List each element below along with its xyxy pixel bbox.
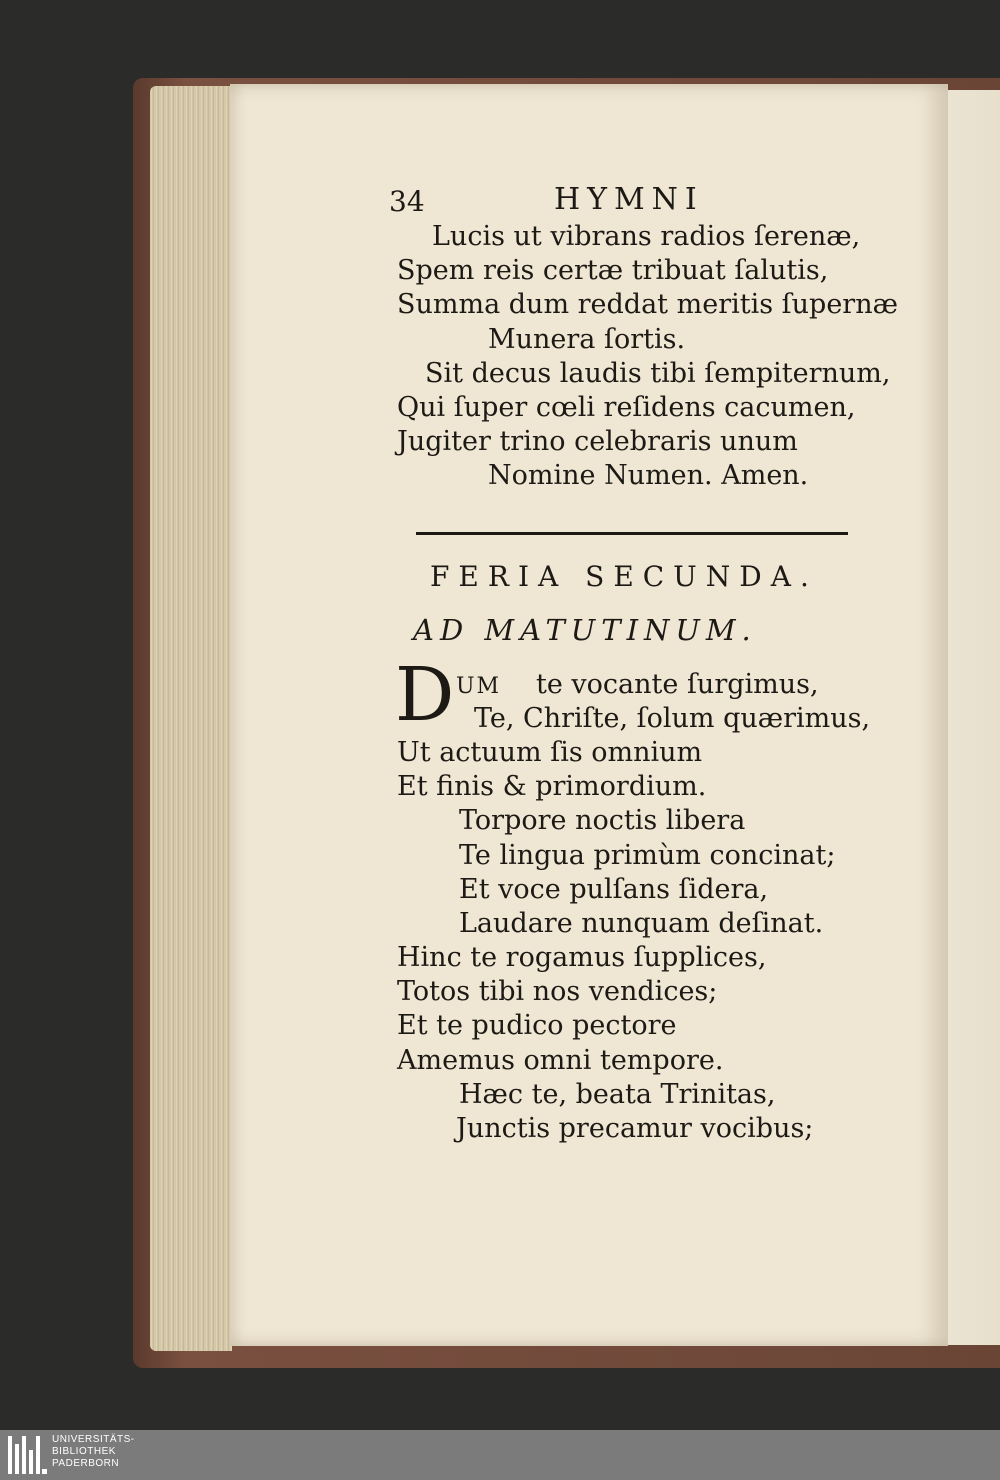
book-page [230,84,948,1346]
verse-line: Laudare nunquam deſinat. [459,908,824,939]
verse-line: Munera ſortis. [488,324,686,355]
verse-line: Ut actuum ſis omnium [397,737,703,768]
library-logo-text: UNIVERSITÄTS- BIBLIOTHEK PADERBORN [52,1434,135,1469]
verse-line: Qui ſuper cœli reſidens cacumen, [397,392,856,423]
running-head: HYMNI [554,182,704,217]
verse-line: Sit decus laudis tibi ſempiternum, [425,358,891,389]
verse-line: Totos tibi nos vendices; [397,976,718,1007]
verse-line: Et voce pulſans ſidera, [459,874,769,905]
verse-line: te vocante ſurgimus, [536,669,819,700]
verse-line: Hæc te, beata Trinitas, [459,1079,776,1110]
verse-line: Hinc te rogamus ſupplices, [397,942,767,973]
verse-line: Et finis & primordium. [397,771,707,802]
verse-line: Et te pudico pectore [397,1010,677,1041]
verse-line: Junctis precamur vocibus; [456,1113,814,1144]
verse-line: Amemus omni tempore. [397,1045,724,1076]
first-word-smallcaps: UM [456,674,502,699]
section-title: FERIA SECUNDA. [430,560,818,593]
page-number: 34 [389,185,425,218]
verse-line: Te, Chriſte, ſolum quærimus, [474,703,871,734]
section-subtitle: AD MATUTINUM. [413,613,757,647]
verse-line: Nomine Numen. Amen. [488,460,809,491]
verse-line: Torpore noctis libera [459,805,746,836]
verse-line: Te lingua primùm concinat; [459,840,836,871]
drop-cap: D [395,652,455,738]
page-edges [150,86,232,1351]
verse-line: Lucis ut vibrans radios ſerenæ, [432,221,861,252]
verse-line: Jugiter trino celebraris unum [397,426,798,457]
verse-line: Summa dum reddat meritis ſupernæ [397,289,898,320]
section-rule [416,532,848,535]
verse-line: Spem reis certæ tribuat ſalutis, [397,255,829,286]
library-logo-icon [8,1436,46,1474]
library-footer [0,1430,1000,1480]
